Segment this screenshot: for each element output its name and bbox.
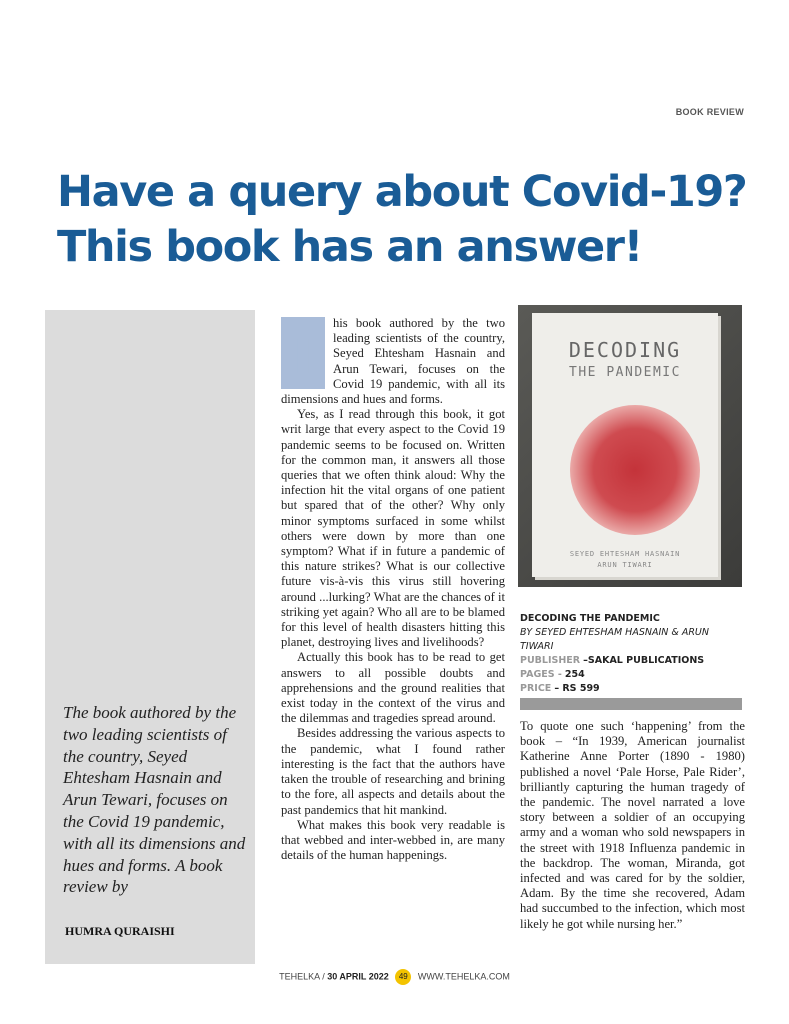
book-title: DECODING THE PANDEMIC	[520, 613, 660, 624]
headline-line-2: This book has an answer!	[57, 222, 642, 272]
section-label: BOOK REVIEW	[675, 107, 744, 117]
review-author: HUMRA QURAISHI	[65, 924, 175, 938]
cover-red-circle	[570, 405, 700, 535]
footer-separator: /	[322, 971, 325, 982]
headline-line-1: Have a query about Covid-19?	[57, 167, 747, 217]
article-paragraph: his book authored by the two leading scientists of the country, Seyed Ehtesham Hasnain and Arun Tewari, focuses on the Covid 19 pandemic, with all its dimensions and hues and forms.	[281, 316, 505, 407]
pages-value: 254	[564, 669, 585, 680]
publisher-label: PUBLISHER	[520, 655, 581, 666]
footer-url: WWW.TEHELKA.COM	[417, 971, 510, 982]
cover-subtitle: THE PANDEMIC	[569, 365, 681, 380]
cover-title: DECODING	[568, 338, 682, 362]
pages-label: PAGES -	[520, 669, 562, 680]
article-paragraph: Yes, as I read through this book, it got writ large that every aspect to the Covid 19 pandemic seems to be focused on. Written for the common man, it answers all those queries that we often think aloud: Why the infection hit the vital organs of one patient but spared that of the other? Why only minor symptoms surfaced in some whilst others were down by more than one symptom? What if in future a pandemic of this nature strikes? What is our collective future vis-à-vis this virus still hovering around ...lurking? What are the chances of it striking yet again? Who all are to be blamed for this level of health disasters hitting this planet, destroying lives and livelihoods?	[281, 407, 505, 650]
article-body	[281, 316, 505, 863]
footer-date: 30 APRIL 2022	[327, 971, 389, 982]
price-label: PRICE	[520, 683, 552, 694]
book-cover	[532, 313, 718, 577]
page-footer	[0, 969, 789, 985]
footer-magazine: TEHELKA	[279, 971, 320, 982]
article-continued	[520, 719, 745, 932]
article-paragraph: To quote one such ‘happening’ from the book – “In 1939, American journalist Katherine Anne Porter (1890 - 1980) published a novel ‘Pale Horse, Pale Rider’, brilliantly capturing the human tragedy of the pandemic. The novel narrated a love story between a soldier of an occupying army and a woman who sold newspapers in the street with 1918 Influenza pandemic in the backdrop. The woman, Miranda, got infected and was cared for by the soldier, Adam. By the time she recovered, Adam had succumbed to the infection, which most likely he got while nursing her.”	[520, 719, 745, 931]
article-paragraph: Besides addressing the various aspects to the pandemic, what I found rather interesting is the fact that the authors have taken the trouble of researching and brining to the fore, all aspects and details about the past pandemics that hit mankind.	[281, 726, 505, 817]
cover-authors	[532, 549, 718, 571]
cover-author-2: ARUN TIWARI	[597, 561, 653, 569]
book-cover-photo	[518, 305, 742, 587]
book-details	[520, 612, 740, 696]
article-paragraph: Actually this book has to be read to get answers to all possible doubts and apprehensions and the ground realities that exist today in the context of the virus and the dilemmas and tragedies spread around.	[281, 650, 505, 726]
book-pages	[520, 668, 740, 682]
article-paragraph: What makes this book very readable is that webbed and inter-webbed in, are many details of the human happenings.	[281, 817, 505, 863]
dropcap-letter: T	[283, 319, 323, 387]
page-number-badge: 49	[395, 969, 411, 985]
book-publisher	[520, 654, 740, 668]
headline	[57, 165, 757, 275]
dropcap	[281, 317, 325, 389]
book-price	[520, 682, 740, 696]
divider-bar	[520, 698, 742, 710]
pullquote: The book authored by the two leading scientists of the country, Seyed Ehtesham Hasnain and Arun Tewari, focuses on the Covid 19 pandemic, with all its dimensions and hues and forms. A book review by	[63, 703, 246, 897]
publisher-value: –SAKAL PUBLICATIONS	[583, 655, 705, 666]
cover-author-1: SEYED EHTESHAM HASNAIN	[569, 550, 681, 558]
price-value: – RS 599	[554, 683, 600, 694]
book-byline: BY SEYED EHTESHAM HASNAIN & ARUN TIWARI	[520, 627, 709, 652]
